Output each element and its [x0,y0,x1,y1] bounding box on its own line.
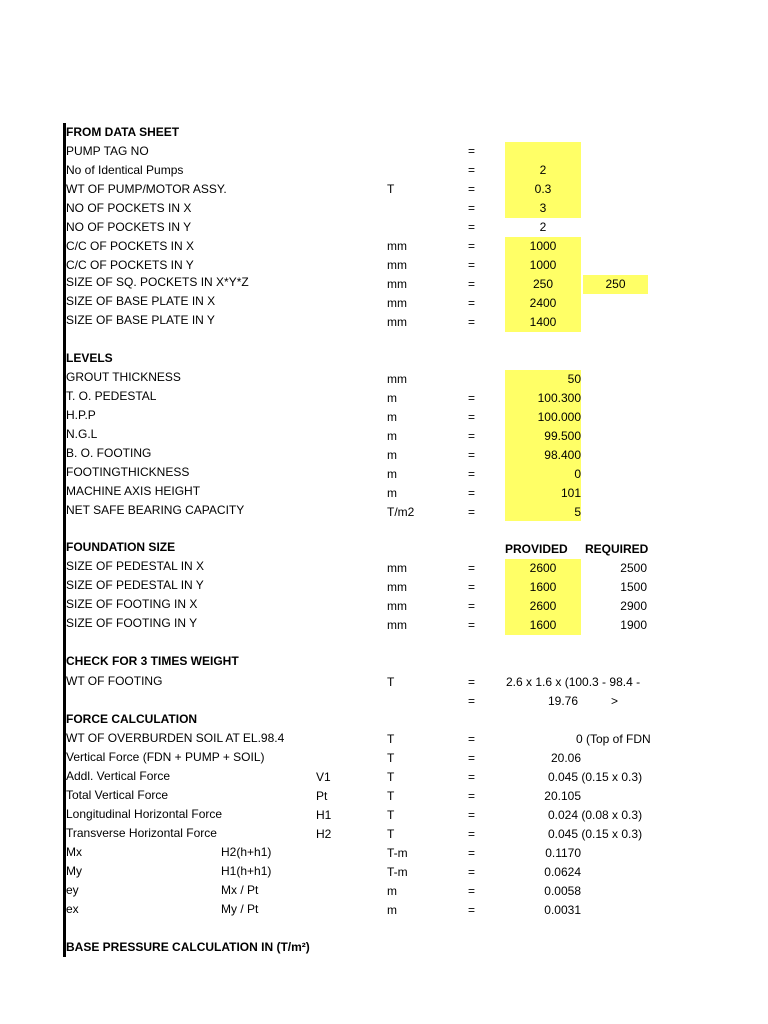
cc-y-value[interactable]: 1000 [529,258,557,272]
ped-x-equals: = [468,561,476,575]
total-vert-value: 20.105 [544,789,581,803]
section-heading-foundation-size: FOUNDATION SIZE [66,540,176,554]
pump-tag-value[interactable] [505,142,581,161]
base-y-unit: mm [387,315,407,329]
pump-tag-label: PUMP TAG NO [66,144,149,158]
bot-footing-unit: m [387,448,397,462]
sq-pockets-value-2[interactable]: 250 [605,277,626,291]
my-unit: T-m [387,865,408,879]
top-pedestal-unit: m [387,391,397,405]
base-y-value[interactable]: 1400 [529,315,557,329]
ey-value: 0.0058 [544,884,581,898]
cc-y-equals: = [468,258,476,272]
foot-y-equals: = [468,618,476,632]
pockets-x-equals: = [468,201,476,215]
nsbc-value[interactable]: 5 [574,505,581,519]
bot-footing-label: B. O. FOOTING [66,446,152,460]
provided-header: PROVIDED [505,542,568,556]
vert-force-label: Vertical Force (FDN + PUMP + SOIL) [66,750,265,764]
ey-label: ey [66,883,79,897]
mx-unit: T-m [387,846,408,860]
sq-pockets-label: SIZE OF SQ. POCKETS IN X*Y*Z [66,275,249,289]
ex-label: ex [66,902,79,916]
ey-equals: = [468,884,476,898]
wt-footing-label: WT OF FOOTING [66,674,163,688]
long-horiz-unit: T [387,808,395,822]
overburden-unit: T [387,732,395,746]
cc-x-label: C/C OF POCKETS IN X [66,239,195,253]
ped-y-label: SIZE OF PEDESTAL IN Y [66,578,204,592]
ex-unit: m [387,903,397,917]
ex-equals: = [468,903,476,917]
trans-horiz-value: 0.045 (0.15 x 0.3) [548,827,643,841]
vert-force-equals: = [468,751,476,765]
wt-pump-unit: T [387,182,395,196]
hpp-unit: m [387,410,397,424]
section-heading-levels: LEVELS [66,351,113,365]
ex-value: 0.0031 [544,903,581,917]
ped-x-label: SIZE OF PEDESTAL IN X [66,559,205,573]
trans-horiz-symbol: H2 [316,827,332,841]
ped-y-required: 1500 [620,580,647,594]
mx-value: 0.1170 [545,846,581,860]
wt-pump-equals: = [468,182,476,196]
footing-thk-label: FOOTINGTHICKNESS [66,465,190,479]
foot-y-unit: mm [387,618,407,632]
ey-unit: m [387,884,397,898]
foot-x-label: SIZE OF FOOTING IN X [66,597,198,611]
hpp-equals: = [468,410,476,424]
mx-label: Mx [66,845,82,859]
foot-x-unit: mm [387,599,407,613]
pump-tag-equals: = [468,144,476,158]
wt-footing-unit: T [387,675,395,689]
wt-footing-2-equals: = [468,694,476,708]
top-pedestal-label: T. O. PEDESTAL [66,389,157,403]
wt-footing-formula: 2.6 x 1.6 x (100.3 - 98.4 - [506,675,641,689]
mx-equals: = [468,846,476,860]
identical-pumps-label: No of Identical Pumps [66,163,184,177]
identical-pumps-equals: = [468,163,476,177]
identical-pumps-value[interactable]: 2 [539,163,547,177]
cc-y-label: C/C OF POCKETS IN Y [66,258,194,272]
grout-label: GROUT THICKNESS [66,370,181,384]
overburden-equals: = [468,732,476,746]
axis-height-equals: = [468,486,476,500]
foot-y-provided[interactable]: 1600 [529,618,557,632]
foot-y-label: SIZE OF FOOTING IN Y [66,616,198,630]
ped-x-unit: mm [387,561,407,575]
bot-footing-equals: = [468,448,476,462]
addl-vert-label: Addl. Vertical Force [66,769,171,783]
hpp-label: H.P.P [66,408,96,422]
pockets-x-label: NO OF POCKETS IN X [66,201,192,215]
foot-y-required: 1900 [620,618,647,632]
nsbc-unit: T/m2 [387,505,415,519]
base-x-unit: mm [387,296,407,310]
axis-height-label: MACHINE AXIS HEIGHT [66,484,201,498]
wt-pump-value[interactable]: 0.3 [534,182,552,196]
bot-footing-value[interactable]: 98.400 [544,448,581,462]
mx-formula: H2(h+h1) [221,845,272,859]
wt-pump-label: WT OF PUMP/MOTOR ASSY. [66,182,227,196]
ped-y-unit: mm [387,580,407,594]
top-pedestal-value[interactable]: 100.300 [537,391,581,405]
nsbc-label: NET SAFE BEARING CAPACITY [66,503,245,517]
ped-x-provided[interactable]: 2600 [529,561,557,575]
long-horiz-equals: = [468,808,476,822]
vert-force-value: 20.06 [550,751,581,765]
ex-formula: My / Pt [221,902,259,916]
pockets-y-equals: = [468,220,476,234]
pockets-y-value[interactable]: 2 [539,220,547,234]
section-heading-base-pressure: BASE PRESSURE CALCULATION IN (T/m²) [66,940,310,954]
my-equals: = [468,865,476,879]
my-formula: H1(h+h1) [221,864,272,878]
section-heading-check-weight: CHECK FOR 3 TIMES WEIGHT [66,654,239,668]
footing-thk-value[interactable]: 0 [574,467,581,481]
vert-force-unit: T [387,751,395,765]
sq-pockets-unit: mm [387,277,407,291]
trans-horiz-unit: T [387,827,395,841]
base-y-label: SIZE OF BASE PLATE IN Y [66,313,215,327]
total-vert-symbol: Pt [316,789,328,803]
addl-vert-symbol: V1 [316,770,331,784]
hpp-value[interactable]: 100.000 [537,410,581,424]
section-heading-force-calc: FORCE CALCULATION [66,712,198,726]
long-horiz-value: 0.024 (0.08 x 0.3) [548,808,643,822]
sq-pockets-equals: = [468,277,476,291]
sq-pockets-value[interactable]: 250 [532,277,554,291]
base-x-equals: = [468,296,476,310]
grout-unit: mm [387,372,407,386]
long-horiz-label: Longitudinal Horizontal Force [66,807,223,821]
footing-thk-equals: = [468,467,476,481]
overburden-label: WT OF OVERBURDEN SOIL AT EL.98.4 [66,731,285,745]
ped-y-equals: = [468,580,476,594]
total-vert-label: Total Vertical Force [66,788,169,802]
base-x-label: SIZE OF BASE PLATE IN X [66,294,216,308]
top-pedestal-equals: = [468,391,476,405]
ngl-unit: m [387,429,397,443]
pockets-y-label: NO OF POCKETS IN Y [66,220,192,234]
base-y-equals: = [468,315,476,329]
ey-formula: Mx / Pt [221,883,259,897]
my-label: My [66,864,82,878]
ngl-value[interactable]: 99.500 [544,429,581,443]
wt-footing-result: 19.76 [548,694,579,708]
cc-x-unit: mm [387,239,407,253]
axis-height-unit: m [387,486,397,500]
cc-x-equals: = [468,239,476,253]
pockets-x-value[interactable]: 3 [539,201,547,215]
axis-height-value[interactable]: 101 [560,486,581,500]
required-header: REQUIRED [585,542,649,556]
cc-x-value[interactable]: 1000 [529,239,557,253]
total-vert-unit: T [387,789,395,803]
ngl-equals: = [468,429,476,443]
foot-x-required: 2900 [620,599,647,613]
footing-thk-unit: m [387,467,397,481]
ped-x-required: 2500 [620,561,647,575]
my-value: 0.0624 [544,865,581,879]
foot-x-provided[interactable]: 2600 [529,599,557,613]
section-heading-data-sheet: FROM DATA SHEET [66,125,180,139]
cc-y-unit: mm [387,258,407,272]
ped-y-provided[interactable]: 1600 [529,580,557,594]
wt-footing-equals: = [468,675,476,689]
base-x-value[interactable]: 2400 [529,296,557,310]
overburden-value: 0 (Top of FDN [576,732,651,746]
ngl-label: N.G.L [66,427,98,441]
long-horiz-symbol: H1 [316,808,332,822]
grout-value[interactable]: 50 [567,372,581,386]
addl-vert-value: 0.045 (0.15 x 0.3) [548,770,643,784]
addl-vert-equals: = [468,770,476,784]
nsbc-equals: = [468,505,476,519]
foot-x-equals: = [468,599,476,613]
trans-horiz-label: Transverse Horizontal Force [66,826,217,840]
addl-vert-unit: T [387,770,395,784]
total-vert-equals: = [468,789,476,803]
wt-footing-compare: > [611,694,619,708]
trans-horiz-equals: = [468,827,476,841]
